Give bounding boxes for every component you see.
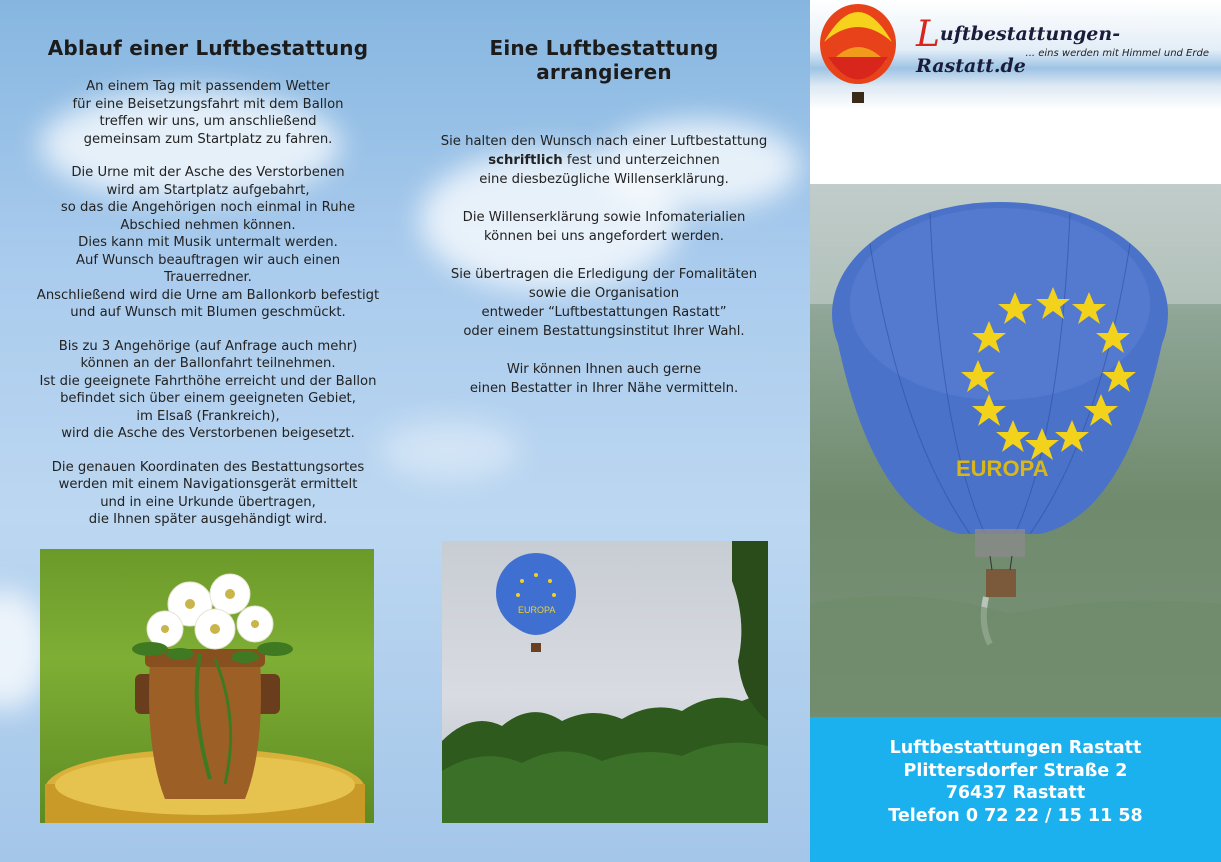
logo-initial: L [916,14,940,55]
procedure-title: Ablauf einer Luftbestattung [47,36,369,60]
arrange-paragraph-1 [426,132,782,189]
procedure-paragraph-1: An einem Tag mit passendem Wetter für eine Beisetzungsfahrt mit dem Ballon treffen wir uns, um anschließend gemeinsam zum Startplatz zu fahren. [72,79,344,147]
address-city: 76437 Rastatt [945,783,1086,803]
arrange-title: Eine Luftbestattung arrangieren [489,36,719,84]
svg-text:EUROPA: EUROPA [518,605,556,615]
procedure-paragraph-4: Die genauen Koordinaten des Bestattungsortes werden mit einem Navigationsgerät ermittelt und in eine Urkunde übertragen, die Ihnen später ausgehändigt wird. [51,459,365,527]
arrange-p1-bold: schriftlich [488,153,563,168]
address-phone: Telefon 0 72 22 / 15 11 58 [888,805,1143,826]
arrange-paragraph-4: Wir können Ihnen auch gerne einen Bestatter in Ihrer Nähe vermitteln. [469,362,739,396]
logo-rest: uftbestattungen-Rastatt.de [916,23,1121,77]
logo-header [810,0,1221,110]
procedure-paragraph-2: Die Urne mit der Asche des Verstorbenen wird am Startplatz aufgebahrt, so das die Angehörigen noch einmal in Ruhe Abschied nehmen können. Dies kann mit Musik untermalt werden. Auf Wunsch beauftragen wir auch einen Trauerredner. Anschließend wird die Urne am Ballonkorb befestigt und auf Wunsch mit Blumen geschmückt. [36,165,380,320]
logo-tagline: ... eins werden mit Himmel und Erde [1025,48,1209,59]
urn-flowers-photo [40,549,374,823]
procedure-column [30,36,386,545]
logo-balloon-icon [816,2,906,112]
balloon-trees-illustration [442,541,768,823]
urn-flowers-illustration [40,549,374,823]
right-panel [810,0,1221,862]
arrange-p1-before: Sie halten den Wunsch nach einer Luftbestattung [440,134,768,149]
europa-balloon-photo [810,184,1221,717]
address-block [810,717,1221,862]
address-company: Luftbestattungen Rastatt [889,738,1142,758]
address-street: Plittersdorfer Straße 2 [903,760,1128,781]
procedure-paragraph-3: Bis zu 3 Angehörige (auf Anfrage auch mehr) können an der Ballonfahrt teilnehmen. Ist die geeignete Fahrthöhe erreicht und der Ballon befindet sich über einem geeigneten Gebiet, im Elsaß (Frankreich), wird die Asche des Verstorbenen beigesetzt. [39,338,377,441]
balloon-europa-label: EUROPA [956,456,1049,481]
arrange-p1-after: fest und unterzeichnen eine diesbezügliche Willenserklärung. [479,153,729,187]
arrange-column [426,36,782,417]
balloon-trees-photo [442,541,768,823]
arrange-paragraph-2: Die Willenserklärung sowie Infomaterialien können bei uns angefordert werden. [462,210,746,244]
arrange-paragraph-3: Sie übertragen die Erledigung der Fomalitäten sowie die Organisation entweder “Luftbestattungen Rastatt” oder einem Bestattungsinstitut Ihrer Wahl. [450,267,758,339]
logo-text [916,14,1221,77]
europa-balloon-illustration [810,184,1221,717]
